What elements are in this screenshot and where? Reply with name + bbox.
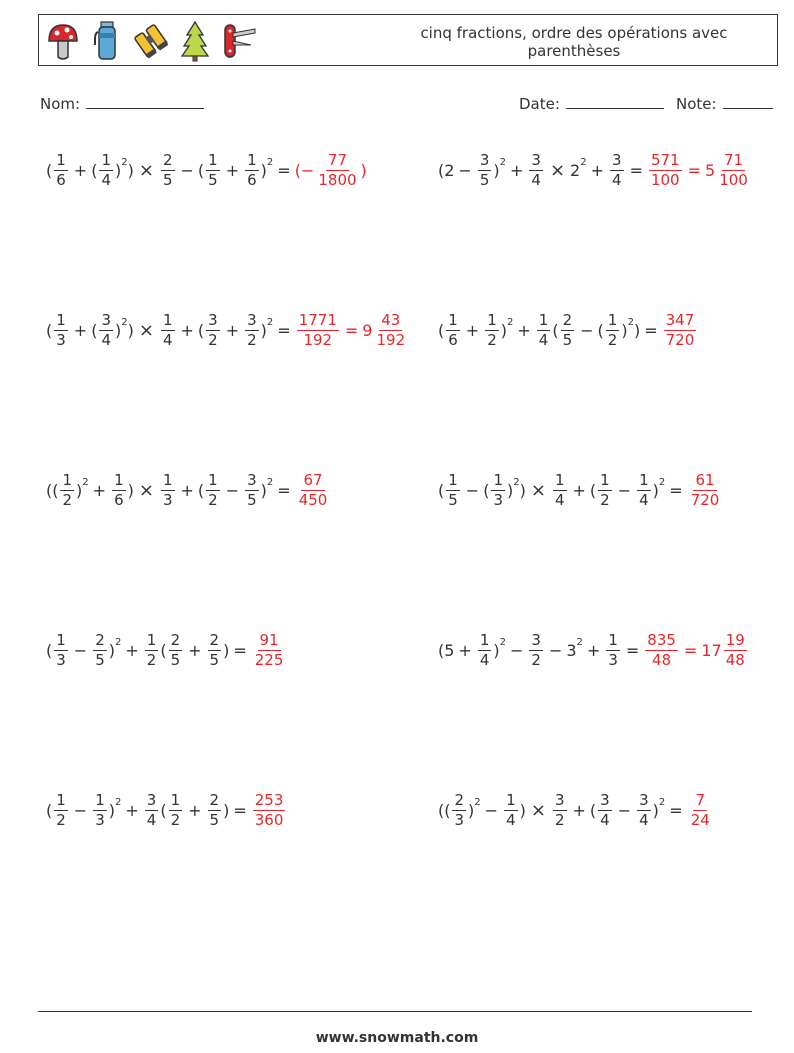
problem-2: (2 − $\frac{3}{5}$ ) $^2$ + $\frac{3}{4}$ × 2 $^2$ + $\frac{3}{4}$ = $\frac{571}{100}$ = 5 $\frac{71}{100}$ <box>438 145 752 195</box>
problem-8: (5 + $\frac{1}{4}$ ) $^2$ − $\frac{3}{2}$ − 3 $^2$ + $\frac{1}{3}$ = $\frac{835}{48}$ = 17 $\frac{19}{48}$ <box>438 625 749 675</box>
problem-4: ( $\frac{1}{6}$ + $\frac{1}{2}$ ) $^2$ + $\frac{1}{4}$ ( $\frac{2}{5}$ − ( $\frac{1}{2}$ ) $^2$ ) = $\frac{347}{720}$ <box>438 305 698 355</box>
binoculars-icon <box>133 19 169 63</box>
icon-row <box>45 19 257 63</box>
answer-5: $\frac{67}{450}$ <box>298 470 328 509</box>
date-line[interactable] <box>566 94 664 109</box>
name-label: Nom: <box>40 95 81 113</box>
problem-10: (( $\frac{2}{3}$ ) $^2$ − $\frac{1}{4}$ ) × $\frac{3}{2}$ + ( $\frac{3}{4}$ − $\frac{3}{4}$ ) $^2$ = $\frac{7}{24}$ <box>438 785 714 835</box>
header-box <box>38 14 778 66</box>
footer-divider <box>38 1011 752 1012</box>
answer-3: $\frac{1771}{192}$ = 9 $\frac{43}{192}$ <box>298 310 406 349</box>
answer-8: $\frac{835}{48}$ = 17 $\frac{19}{48}$ <box>647 630 745 669</box>
answer-6: $\frac{61}{720}$ <box>690 470 720 509</box>
note-label: Note: <box>676 95 717 113</box>
problem-5: (( $\frac{1}{2}$ ) $^2$ + $\frac{1}{6}$ ) × $\frac{1}{3}$ + ( $\frac{1}{2}$ − $\frac{3}{5}$ ) $^2$ = $\frac{67}{450}$ <box>46 465 331 515</box>
problem-6: ( $\frac{1}{5}$ − ( $\frac{1}{3}$ ) $^2$ ) × $\frac{1}{4}$ + ( $\frac{1}{2}$ − $\frac{1}{4}$ ) $^2$ = $\frac{61}{720}$ <box>438 465 723 515</box>
date-field[interactable] <box>519 94 664 113</box>
tree-icon <box>177 19 213 63</box>
worksheet-title: cinq fractions, ordre des opérations avec parenthèses <box>420 24 728 60</box>
note-line[interactable] <box>723 94 773 109</box>
problem-3: ( $\frac{1}{3}$ + ( $\frac{3}{4}$ ) $^2$ ) × $\frac{1}{4}$ + ( $\frac{3}{2}$ + $\frac{3}{2}$ ) $^2$ = $\frac{1771}{192}$ = 9 $\frac{43}{192}$ <box>46 305 409 355</box>
problem-7: ( $\frac{1}{3}$ − $\frac{2}{5}$ ) $^2$ + $\frac{1}{2}$ ( $\frac{2}{5}$ + $\frac{2}{5}$ ) = $\frac{91}{225}$ <box>46 625 287 675</box>
date-label: Date: <box>519 95 560 113</box>
name-field[interactable] <box>40 94 204 113</box>
mushroom-icon <box>45 19 81 63</box>
footer-url[interactable]: www.snowmath.com <box>315 1030 479 1046</box>
name-line[interactable] <box>86 94 204 109</box>
note-field[interactable] <box>676 94 773 113</box>
answer-4: $\frac{347}{720}$ <box>665 310 695 349</box>
pocketknife-icon <box>221 19 257 63</box>
answer-9: $\frac{253}{360}$ <box>254 790 284 829</box>
problem-9: ( $\frac{1}{2}$ − $\frac{1}{3}$ ) $^2$ + $\frac{3}{4}$ ( $\frac{1}{2}$ + $\frac{2}{5}$ ) = $\frac{253}{360}$ <box>46 785 287 835</box>
problem-1: ( $\frac{1}{6}$ + ( $\frac{1}{4}$ ) $^2$ ) × $\frac{2}{5}$ − ( $\frac{1}{5}$ + $\frac{1}{6}$ ) $^2$ = (− $\frac{77}{1800}$ ) <box>46 150 367 189</box>
answer-2: $\frac{571}{100}$ = 5 $\frac{71}{100}$ <box>650 150 748 189</box>
answer-10: $\frac{7}{24}$ <box>690 790 710 829</box>
answer-7: $\frac{91}{225}$ <box>254 630 284 669</box>
answer-1: (− $\frac{77}{1800}$ ) <box>294 150 367 189</box>
thermos-icon <box>89 19 125 63</box>
